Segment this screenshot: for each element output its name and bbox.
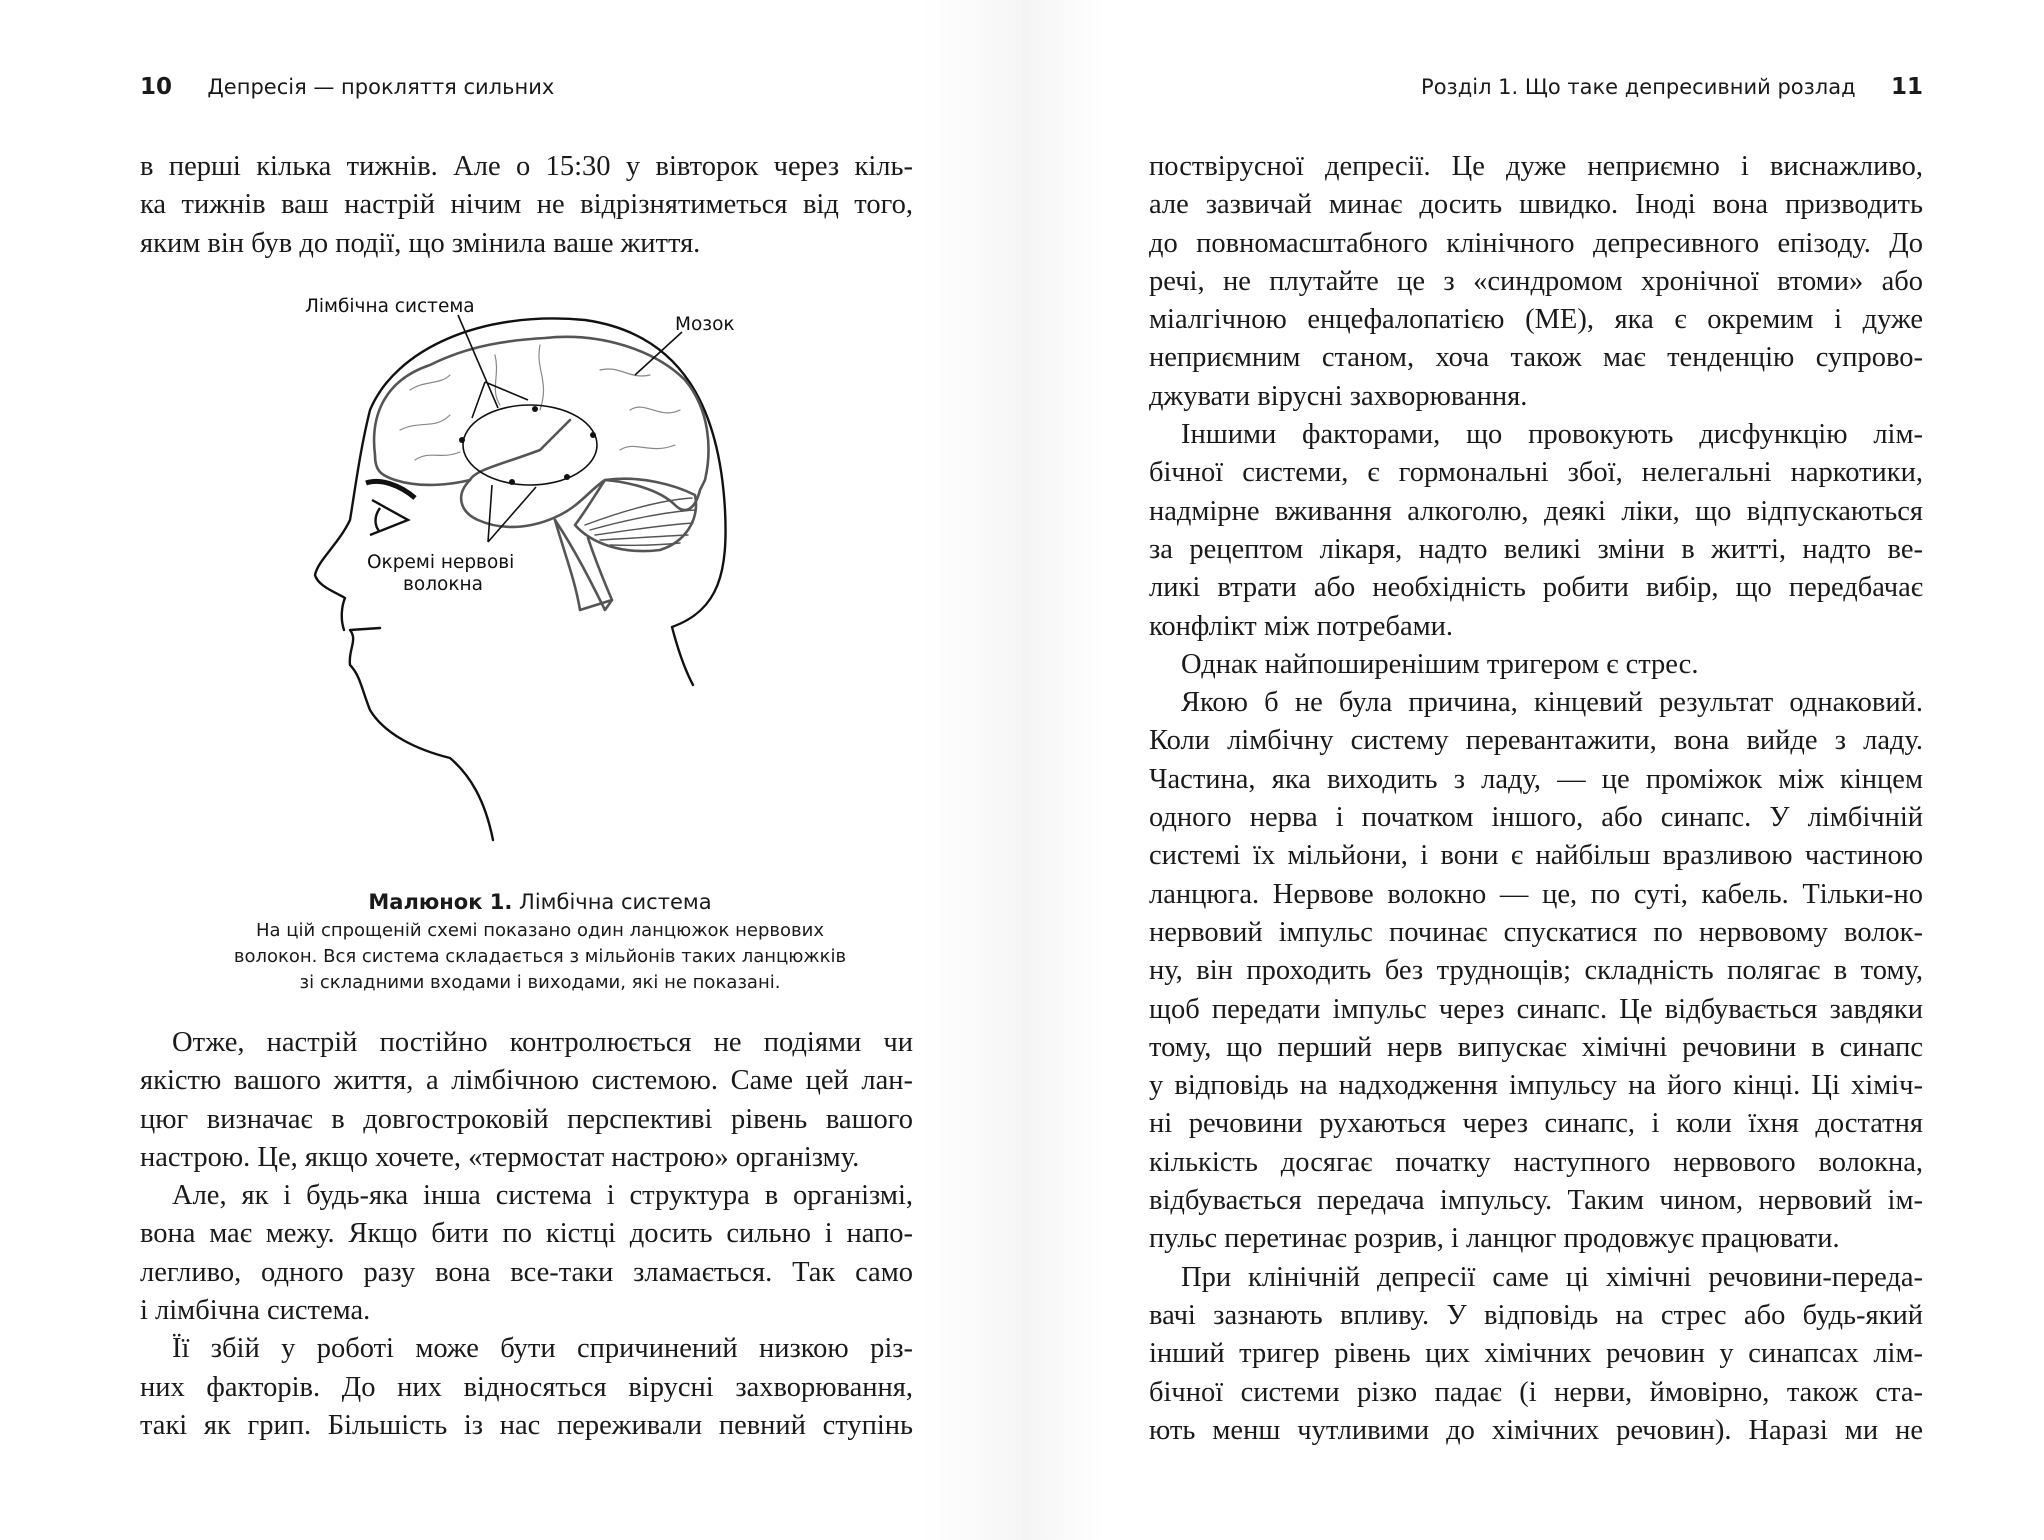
label-nerve-fibers-1: Окремі нервові <box>367 552 515 573</box>
label-brain: Мозок <box>675 314 735 335</box>
text-line: неприємним станом, хоча також має тенденцію супрово- <box>1149 342 1923 374</box>
text-line: конфлікт між потребами. <box>1149 610 1454 642</box>
pointer-nerve <box>488 485 536 542</box>
text-line: системі їх мільйони, і вони є найбільш вразливою частиною <box>1149 840 1923 872</box>
text-line: нервовий імпульс починає спускатися по нервовому волок- <box>1149 916 1923 948</box>
text-line: Однак найпоширенішим тригером є стрес. <box>1181 648 1699 680</box>
paragraph <box>140 1024 913 1177</box>
text-line: Іншими факторами, що провокують дисфункцію лім- <box>1181 419 1923 451</box>
text-line: речі, не плутайте це з «синдромом хронічної втоми» або <box>1149 265 1923 297</box>
figure-number: Малюнок 1. <box>368 890 513 914</box>
paragraph <box>1149 646 1923 684</box>
paragraph <box>1149 148 1923 416</box>
label-limbic-system: Лімбічна система <box>305 296 475 317</box>
limbic-circuit <box>463 405 597 485</box>
text-line: в перші кілька тижнів. Але о 15:30 у вівторок через кіль- <box>140 151 913 182</box>
text-line: Коли лімбічну систему перевантажити, вона вийде з ладу. <box>1149 725 1923 757</box>
left-running-head <box>140 72 554 102</box>
text-column-top <box>140 148 913 263</box>
text-line: щоб передати імпульс через синапс. Це відбувається завдяки <box>1149 993 1923 1025</box>
brain-gyri <box>400 345 680 460</box>
text-line: але зазвичай минає досить швидко. Іноді вона призводить <box>1149 189 1923 221</box>
text-line: міалгічною енцефалопатією (МЕ), яка є окремим і дуже <box>1149 304 1923 336</box>
label-nerve-fibers-2: волокна <box>403 574 483 595</box>
caption-line: зі складними входами і виходами, які не показані. <box>299 972 781 993</box>
right-page <box>1022 0 2044 1540</box>
text-line: у відповідь на надходження імпульсу на його кінці. Ці хіміч- <box>1149 1070 1923 1102</box>
text-column <box>1149 148 1923 1450</box>
text-line: і лімбічна система. <box>140 1295 371 1327</box>
eye-icon <box>370 500 408 535</box>
text-line: Її збій у роботі може бути спричинений низкою різ- <box>172 1333 913 1365</box>
text-line: бічної системи, є гормональні збої, нелегальні наркотики, <box>1149 457 1923 489</box>
book-title: Депресія — прокляття сильних <box>207 75 555 99</box>
figure-caption-body <box>190 918 890 996</box>
text-line: цюг визначає в довгостроковій перспективі рівень вашого <box>140 1103 913 1135</box>
caption-line: волокон. Вся система складається з мільйонів таких ланцюжків <box>233 946 847 967</box>
text-line: настрою. Це, якщо хочете, «термостат настрою» організму. <box>140 1141 860 1173</box>
paragraph <box>140 1330 913 1445</box>
text-line: якістю вашого життя, а лімбічною системою. Саме цей лан- <box>140 1065 913 1097</box>
text-line: надмірне вживання алкоголю, деякі ліки, що відпускаються <box>1149 495 1923 527</box>
text-line: вона має межу. Якщо бити по кістці досить сильно і напо- <box>140 1218 913 1250</box>
text-line: бічної системи різко падає (і нерви, ймовірно, також ста- <box>1149 1376 1923 1408</box>
text-line: поствірусної депресії. Це дуже неприємно і виснажливо, <box>1149 151 1923 182</box>
brain-outline <box>374 337 708 527</box>
text-line: При клінічній депресії саме ці хімічні речовини-переда- <box>1181 1261 1923 1293</box>
limbic-system-figure <box>300 280 780 860</box>
paragraph <box>1149 416 1923 646</box>
figure-title: Лімбічна система <box>519 890 712 914</box>
text-line: ні речовини рухаються через синапс, і коли їхня достатня <box>1149 1108 1923 1140</box>
text-line: ють менш чутливими до хімічних речовин). Наразі ми не <box>1149 1414 1923 1446</box>
text-line: інший тригер рівень цих хімічних речовин у синапсах лім- <box>1149 1338 1923 1370</box>
text-line: Але, як і будь-яка інша система і структура в організмі, <box>172 1180 913 1212</box>
text-line: легливо, одного разу вона все-таки зламається. Так само <box>140 1256 913 1288</box>
text-line: вачі зазнають впливу. У відповідь на стрес або будь-який <box>1149 1299 1923 1331</box>
chapter-title: Розділ 1. Що таке депресивний розлад <box>1421 75 1856 99</box>
text-line: пульс перетинає розрив, і ланцюг продовжує працювати. <box>1149 1223 1840 1255</box>
temporal-lobe <box>470 420 570 480</box>
text-line: яким він був до події, що змінила ваше життя. <box>140 227 701 259</box>
text-line: відбувається передача імпульсу. Таким чином, нервовий ім- <box>1149 1185 1923 1217</box>
text-line: одного нерва і початком іншого, або синапс. У лімбічній <box>1149 802 1923 834</box>
text-line: Частина, яка виходить з ладу, — це проміжок між кінцем <box>1149 763 1923 795</box>
text-line: Отже, настрій постійно контролюється не подіями чи <box>172 1027 913 1058</box>
cerebellum-stripes <box>585 498 695 545</box>
text-line: за рецептом лікаря, надто великі зміни в житті, надто ве- <box>1149 533 1923 565</box>
text-line: джувати вірусні захворювання. <box>1149 380 1528 412</box>
paragraph <box>140 148 913 263</box>
paragraph <box>1149 684 1923 1258</box>
text-line: ланцюга. Нервове волокно — це, по суті, кабель. Тільки-но <box>1149 878 1923 910</box>
text-column-bottom <box>140 1024 913 1445</box>
caption-line: На цій спрощеній схемі показано один ланцюжок нервових <box>255 920 825 941</box>
text-line: такі як грип. Більшість із нас переживали певний ступінь <box>140 1409 913 1441</box>
text-line: ликі втрати або необхідність робити вибір, що передбачає <box>1149 572 1923 604</box>
text-line: ка тижнів ваш настрій нічим не відрізнятиметься від того, <box>140 189 913 221</box>
right-running-head <box>1421 72 1923 102</box>
text-line: них факторів. До них відносяться вірусні захворювання, <box>140 1371 913 1403</box>
figure-caption-title <box>190 888 890 916</box>
paragraph <box>140 1177 913 1330</box>
text-line: кількість досягає початку наступного нервового волокна, <box>1149 1146 1923 1178</box>
paragraph <box>1149 1259 1923 1450</box>
text-line: Якою б не була причина, кінцевий результат однаковий. <box>1181 687 1923 719</box>
text-line: до повномасштабного клінічного депресивного епізоду. До <box>1149 227 1923 259</box>
page-number: 11 <box>1890 74 1923 100</box>
text-line: тому, що перший нерв випускає хімічні речовини в синапс <box>1149 1031 1923 1063</box>
page-number: 10 <box>140 74 173 100</box>
text-line: ну, він проходить без труднощів; складність полягає в тому, <box>1149 955 1923 987</box>
